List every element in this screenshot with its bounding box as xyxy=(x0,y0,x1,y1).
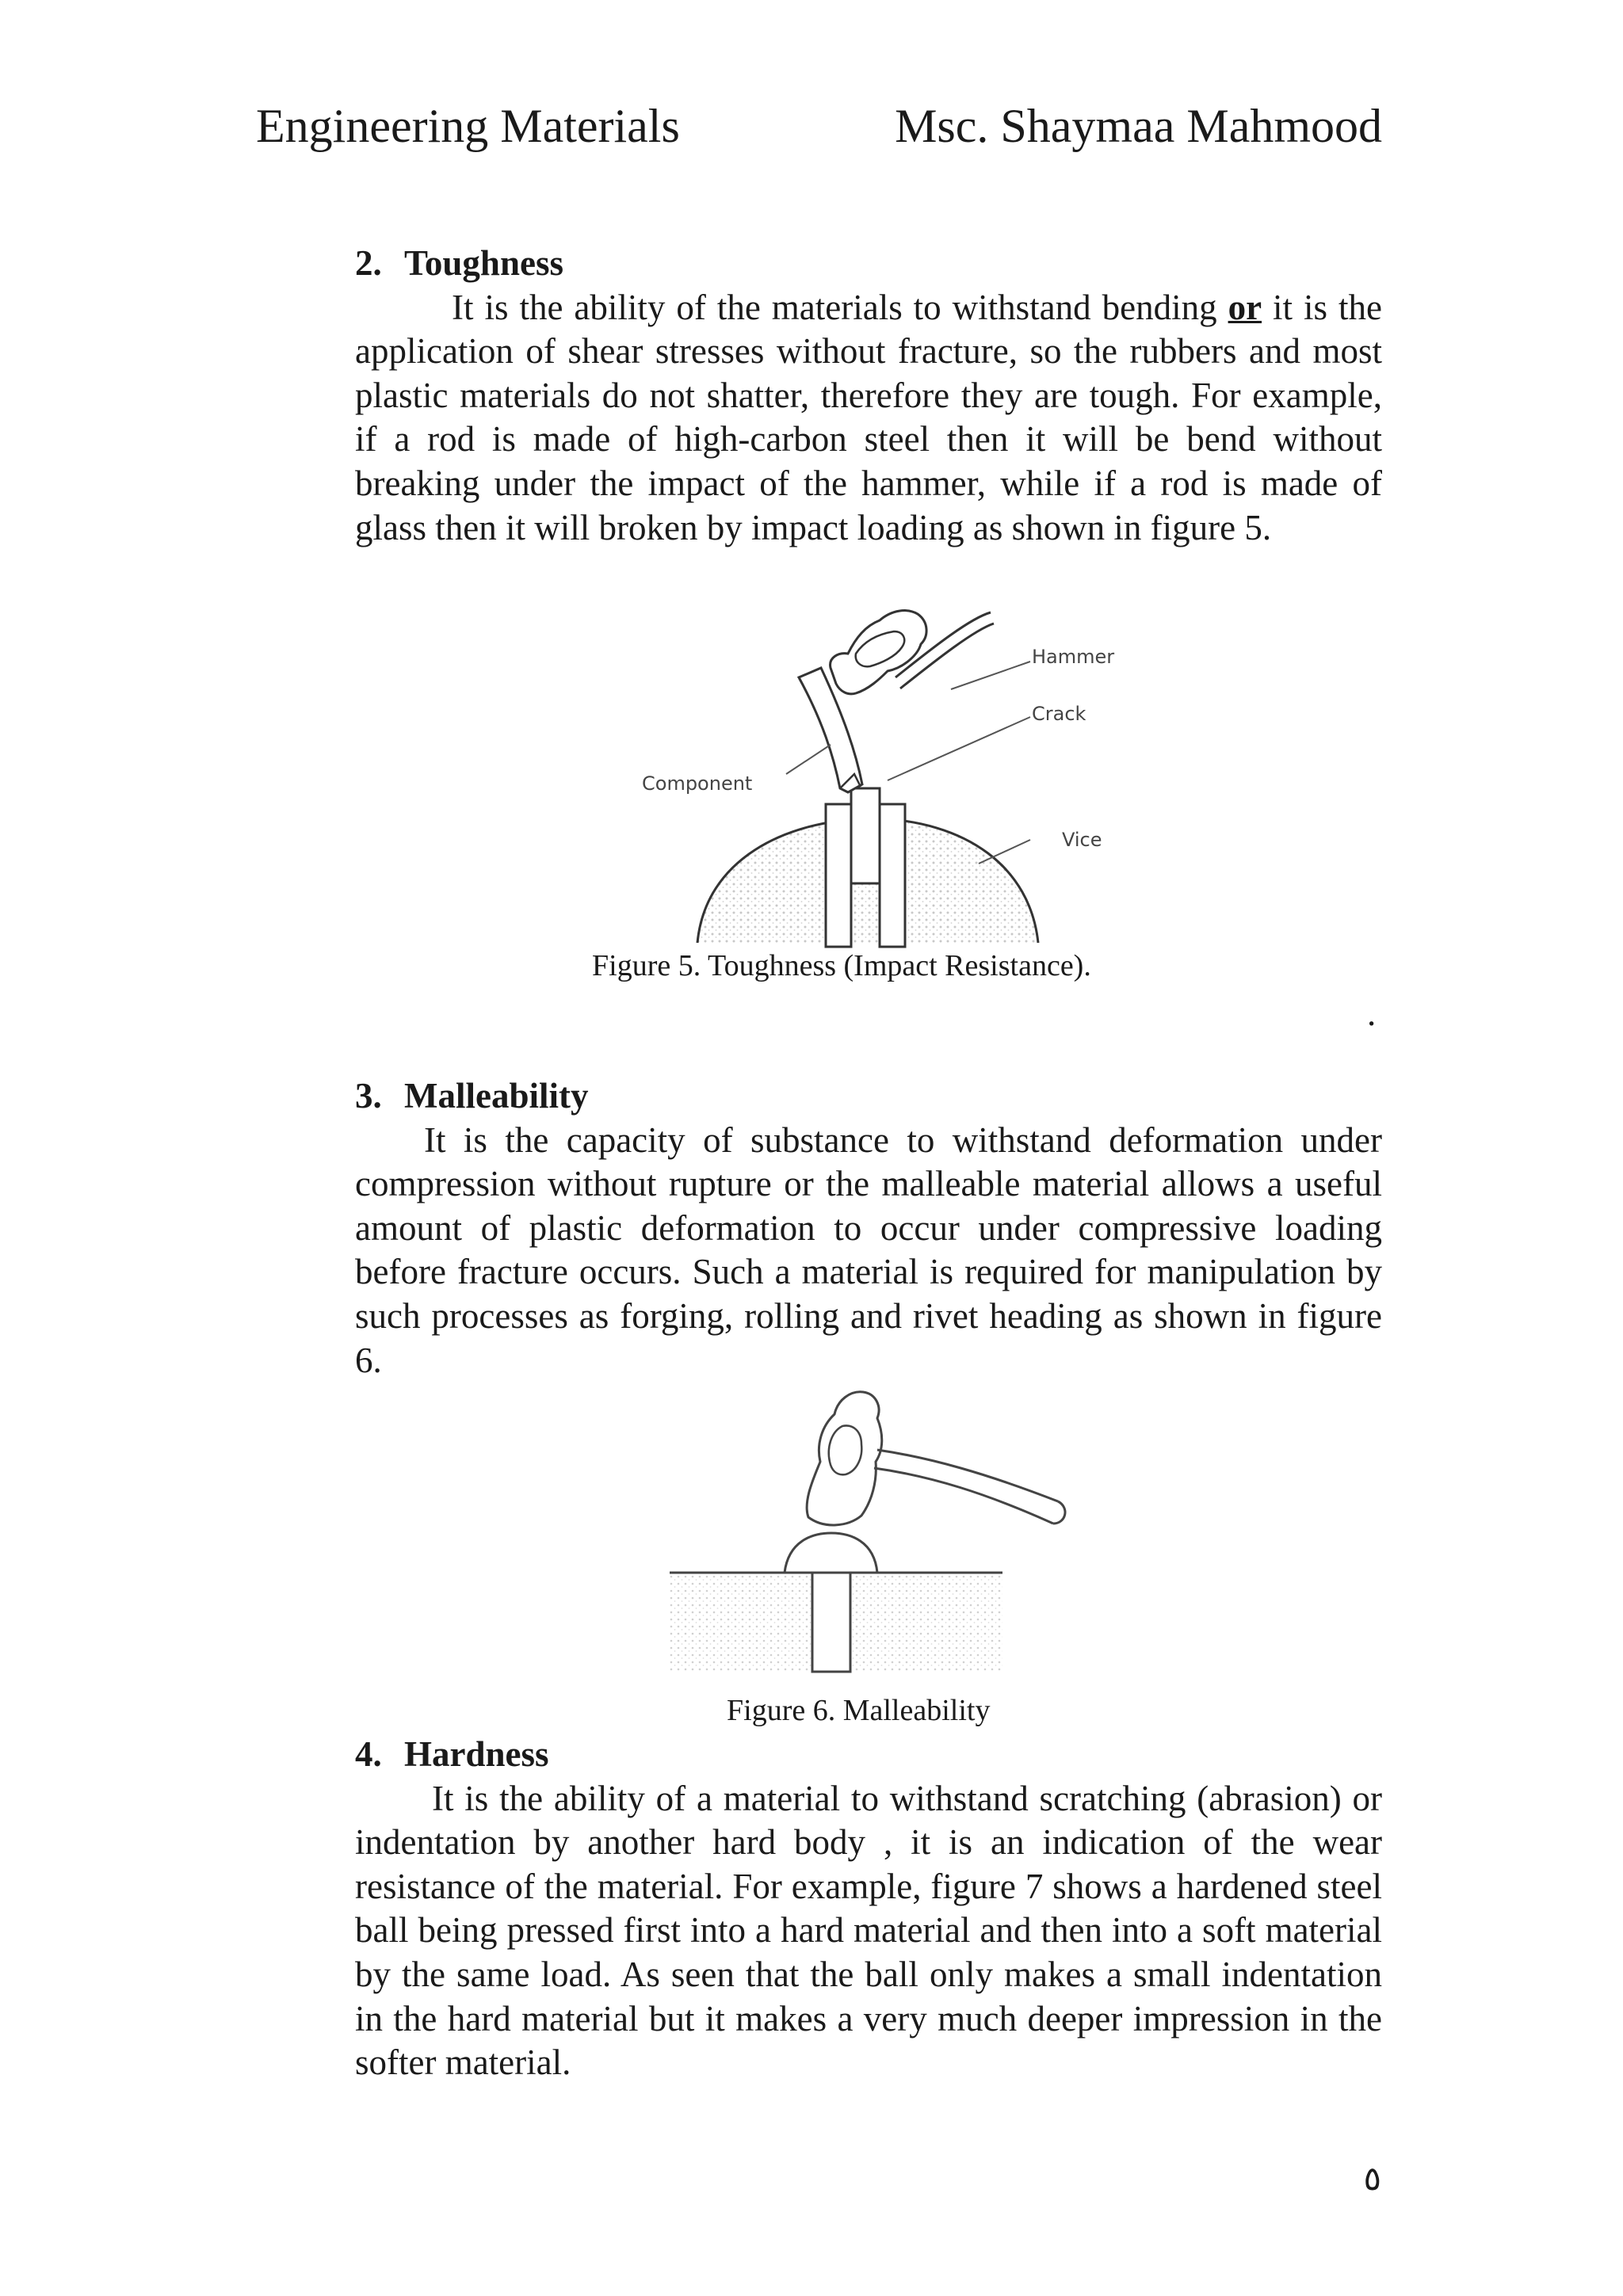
section-heading xyxy=(355,242,1382,286)
section-paragraph: It is the ability of a material to withstand scratching (abrasion) or indentation by another hard body , it is an indication of the wear resistance of the material. For example, figure 7 shows a hardened steel ball being pressed first into a hard material and then into a soft material by the same load. As seen that the ball only makes a small indentation in the hard material but it makes a very much deeper impression in the softer material. xyxy=(355,1778,1382,2083)
section-number: 4. xyxy=(355,1734,382,1774)
section-toughness xyxy=(355,242,1382,550)
label-hammer: Hammer xyxy=(1032,646,1115,668)
section-malleability xyxy=(355,1074,1382,1383)
label-vice: Vice xyxy=(1062,829,1102,851)
section-paragraph: It is the capacity of substance to withstand deformation under compression without rupture or the malleable material allows a useful amount of plastic deformation to occur under compressive loading before fracture occurs. Such a material is required for manipulation by such processes as forging, rolling and rivet heading as shown in figure 6. xyxy=(355,1119,1382,1380)
figure-5-toughness-illustration xyxy=(618,590,1157,951)
emphasis-or: or xyxy=(1228,287,1262,327)
page-number: ٥ xyxy=(1363,2159,1381,2198)
section-heading xyxy=(355,1733,1382,1777)
section-title: Hardness xyxy=(404,1734,549,1774)
figure-6-malleability-illustration xyxy=(670,1383,1082,1676)
figure-5-caption: Figure 5. Toughness (Impact Resistance). xyxy=(592,949,1091,982)
label-component: Component xyxy=(642,772,753,795)
section-paragraph xyxy=(355,286,1382,551)
section-number: 3. xyxy=(355,1076,382,1116)
label-crack: Crack xyxy=(1032,703,1086,725)
section-hardness xyxy=(355,1733,1382,2085)
section-title: Malleability xyxy=(404,1076,589,1116)
section-number: 2. xyxy=(355,243,382,283)
paragraph-text: it is the application of shear stresses without fracture, so the rubbers and most plastic materials do not shatter, therefore they are tough. For example, if a rod is made of high-carbon steel then it will be bend without breaking under the impact of the hammer, while if a rod is made of glass then it will broken by impact loading as shown in figure 5. xyxy=(355,287,1382,547)
section-title: Toughness xyxy=(404,243,563,283)
paragraph-text: It is the ability of the materials to withstand bending xyxy=(452,287,1228,327)
figure-6-caption: Figure 6. Malleability xyxy=(727,1694,991,1727)
header-author: Msc. Shaymaa Mahmood xyxy=(895,100,1382,152)
stray-dot: . xyxy=(1367,994,1377,1033)
section-heading xyxy=(355,1074,1382,1119)
header-title: Engineering Materials xyxy=(256,100,680,152)
